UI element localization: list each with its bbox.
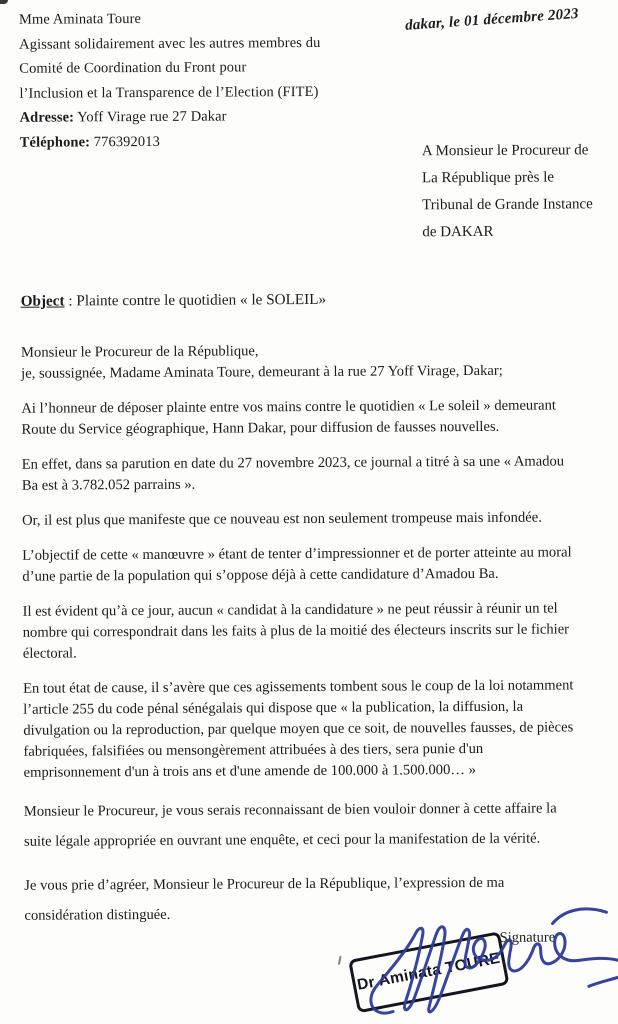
sender-block: [19, 6, 321, 155]
recipient-block: A Monsieur le Procureur de La République près le Tribunal de Grande Instance de DAKAR: [421, 142, 593, 241]
paragraph: Ai l’honneur de déposer plainte entre vos mains contre le quotidien « Le soleil » demeurant Route du Service géographique, Hann Dakar, pour diffusion de fausses nouvelles.: [21, 397, 556, 438]
address-label: Adresse:: [19, 109, 75, 127]
sender-phone: [20, 129, 321, 155]
signature-stroke-arc: [552, 909, 606, 924]
paragraph: L’objectif de cette « manœuvre » étant de tenter d’impressionner et de porter atteinte au moral d’une partie de la population qui s’oppose déjà à cette candidature d’Amadou Ba.: [22, 544, 572, 585]
paragraph: En tout état de cause, il s’avère que ces agissements tombent sous le coup de la loi notamment l’article 255 du code pénal sénégalais qui dispose que « la publication, la diffusion, la divulgation ou la reproduction, par quelque moyen que ce soit, de nouvelles fausses, de pièces fabriquées, falsifiées ou mensongèrement attribuées à des tiers, sera punie d'un emprisonnement d'un à trois ans et d'une amende de 100.000 à 1.500.000… »: [23, 677, 574, 781]
sender-name: Mme Aminata Toure: [18, 11, 142, 28]
address-value: Yoff Virage rue 27 Dakar: [74, 108, 227, 126]
sender-line: l’Inclusion et la Transparence de l’Election (FITE): [19, 83, 319, 102]
paragraph: Monsieur le Procureur, je vous serais reconnaissant de bien vouloir donner à cette affaire la suite légale appropriée en ouvrant une enquête, et ceci pour la manifestation de la vérité.: [23, 800, 557, 850]
object-line: [21, 291, 326, 311]
signature-stroke-main: [370, 926, 618, 1013]
letter-body: [21, 339, 613, 946]
paragraph: Il est évident qu’à ce jour, aucun « candidat à la candidature » ne peut réussir à réunir un tel nombre qui correspondrait dans les faits à plus de la moitié des électeurs inscrits sur le fichier électoral.: [22, 600, 570, 662]
sender-address: [20, 104, 321, 130]
name-stamp: Dr Aminata TOURE: [348, 931, 509, 1013]
handwritten-signature: [320, 900, 618, 1024]
object-text: : Plainte contre le quotidien « le SOLEIL»: [64, 290, 327, 310]
paragraph: En effet, dans sa parution en date du 27 novembre 2023, ce journal a titré à sa une « Amadou Ba est à 3.782.052 parrains ».: [21, 453, 565, 494]
paragraph-closing: Je vous prie d’agréer, Monsieur le Procureur de la République, l’expression de ma considération distinguée.: [24, 874, 505, 924]
letter-date: dakar, le 01 décembre 2023: [404, 5, 580, 34]
paragraph: Or, il est plus que manifeste que ce nouveau est non seulement trompeuse mais infondée.: [21, 509, 542, 529]
signature-stroke-dash: [589, 977, 618, 986]
phone-label: Téléphone:: [19, 134, 91, 151]
object-label: Object: [20, 292, 65, 310]
paragraph-salutation: Monsieur le Procureur de la République, je, soussignée, Madame Aminata Toure, demeurant à la rue 27 Yoff Virage, Dakar;: [20, 343, 503, 382]
sender-line: Comité de Coordination du Front pour: [19, 59, 247, 77]
phone-value: 776392013: [89, 133, 160, 151]
sender-line: Agissant solidairement avec les autres membres du: [19, 34, 321, 53]
signature-caption: Signature: [499, 929, 556, 946]
